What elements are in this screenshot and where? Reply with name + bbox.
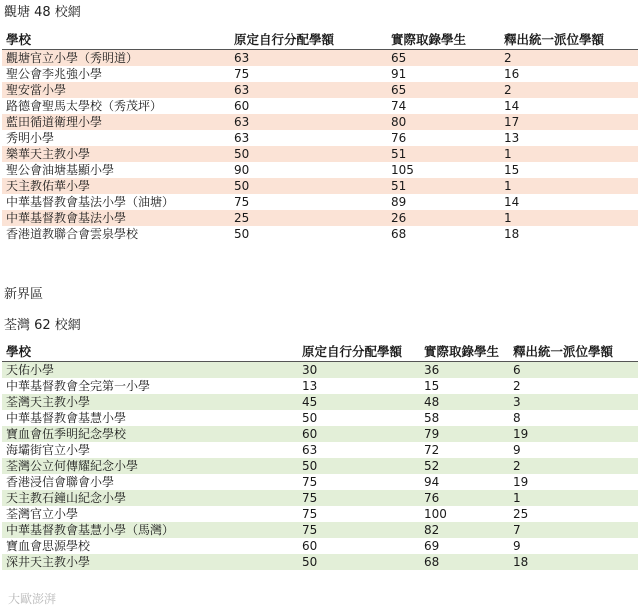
watermark: 大歐澎湃 — [8, 592, 57, 606]
school-name-cell: 中華基督教會基慧小學（馬灣） — [2, 522, 298, 538]
number-cell: 91 — [391, 67, 407, 81]
number-cell: 75 — [234, 195, 250, 209]
column-header: 釋出統一派位學額 — [500, 31, 638, 50]
school-name-cell: 天主教佑華小學 — [2, 178, 230, 194]
column-header: 原定自行分配學額 — [298, 343, 420, 362]
number-cell: 19 — [509, 426, 638, 442]
number-cell: 13 — [504, 131, 520, 145]
table-row — [2, 442, 638, 458]
school-table-tsuen-wan — [2, 343, 638, 570]
column-header: 學校 — [2, 343, 298, 362]
school-name-cell: 中華基督教會基慧小學 — [6, 411, 127, 425]
number-cell: 2 — [500, 50, 638, 67]
table-header-row — [2, 31, 638, 50]
school-name-cell: 中華基督教會基法小學 — [2, 210, 230, 226]
number-cell: 79 — [420, 426, 509, 442]
number-cell: 48 — [420, 394, 509, 410]
number-cell: 25 — [230, 210, 387, 226]
number-cell: 50 — [298, 458, 420, 474]
table-row — [2, 98, 638, 114]
number-cell: 1 — [500, 146, 638, 162]
number-cell: 2 — [500, 82, 638, 98]
number-cell: 19 — [513, 475, 529, 489]
table-row — [2, 146, 638, 162]
table-row — [2, 538, 638, 554]
table-row — [2, 394, 638, 410]
table-row — [2, 554, 638, 570]
number-cell: 15 — [504, 163, 520, 177]
number-cell: 60 — [234, 99, 250, 113]
column-header: 釋出統一派位學額 — [509, 343, 638, 362]
number-cell: 75 — [298, 490, 420, 506]
number-cell: 50 — [298, 554, 420, 570]
number-cell: 2 — [513, 379, 521, 393]
school-name-cell: 聖公會油塘基顯小學 — [6, 163, 115, 177]
number-cell: 105 — [391, 163, 414, 177]
table-row — [2, 50, 638, 67]
number-cell: 63 — [230, 50, 387, 67]
number-cell: 75 — [302, 475, 318, 489]
number-cell: 100 — [424, 507, 447, 521]
column-header: 實際取錄學生 — [387, 31, 500, 50]
school-name-cell: 觀塘官立小學（秀明道） — [2, 50, 230, 67]
school-name-cell: 聖安當小學 — [2, 82, 230, 98]
number-cell: 14 — [504, 195, 520, 209]
table-row — [2, 378, 638, 394]
number-cell: 13 — [302, 379, 318, 393]
number-cell: 76 — [391, 131, 407, 145]
number-cell: 75 — [302, 507, 318, 521]
number-cell: 30 — [298, 362, 420, 379]
school-name-cell: 香港浸信會聯會小學 — [6, 475, 115, 489]
school-name-cell: 香港道教聯合會雲泉學校 — [6, 227, 139, 241]
number-cell: 25 — [513, 507, 529, 521]
section-title-tsuen-wan: 荃灣 62 校網 — [4, 318, 81, 333]
school-name-cell: 聖公會李兆強小學 — [6, 67, 103, 81]
school-name-cell: 中華基督教會全完第一小學 — [6, 379, 151, 393]
number-cell: 1 — [509, 490, 638, 506]
number-cell: 7 — [509, 522, 638, 538]
number-cell: 75 — [234, 67, 250, 81]
school-name-cell: 海壩街官立小學 — [6, 443, 91, 457]
school-name-cell: 路德會聖馬太學校（秀茂坪） — [6, 99, 163, 113]
table-row — [2, 210, 638, 226]
number-cell: 50 — [234, 227, 250, 241]
number-cell: 50 — [230, 146, 387, 162]
table-row — [2, 226, 638, 242]
number-cell: 52 — [420, 458, 509, 474]
school-name-cell: 荃灣公立何傳耀紀念小學 — [2, 458, 298, 474]
number-cell: 72 — [424, 443, 440, 457]
table-row — [2, 82, 638, 98]
number-cell: 90 — [234, 163, 250, 177]
table-row — [2, 458, 638, 474]
school-name-cell: 寶血會思源學校 — [6, 539, 91, 553]
number-cell: 58 — [424, 411, 440, 425]
number-cell: 60 — [302, 539, 318, 553]
table-row — [2, 114, 638, 130]
number-cell: 26 — [387, 210, 500, 226]
number-cell: 51 — [387, 146, 500, 162]
number-cell: 63 — [302, 443, 318, 457]
table-row — [2, 474, 638, 490]
school-name-cell: 深井天主教小學 — [2, 554, 298, 570]
number-cell: 63 — [230, 82, 387, 98]
school-table-kwun-tong — [2, 31, 638, 242]
school-name-cell: 天佑小學 — [2, 362, 298, 379]
number-cell: 69 — [424, 539, 440, 553]
number-cell: 9 — [513, 539, 521, 553]
table-row — [2, 522, 638, 538]
number-cell: 82 — [420, 522, 509, 538]
region-label: 新界區 — [4, 287, 44, 302]
column-header: 原定自行分配學額 — [230, 31, 387, 50]
table-row — [2, 66, 638, 82]
number-cell: 60 — [298, 426, 420, 442]
school-name-cell: 秀明小學 — [6, 131, 55, 145]
number-cell: 17 — [500, 114, 638, 130]
number-cell: 75 — [298, 522, 420, 538]
school-name-cell: 中華基督教會基法小學（油塘） — [6, 195, 175, 209]
number-cell: 63 — [230, 114, 387, 130]
number-cell: 63 — [234, 131, 250, 145]
number-cell: 6 — [509, 362, 638, 379]
table-row — [2, 178, 638, 194]
number-cell: 18 — [504, 227, 520, 241]
school-name-cell: 天主教石鐘山紀念小學 — [2, 490, 298, 506]
school-name-cell: 樂華天主教小學 — [2, 146, 230, 162]
number-cell: 45 — [298, 394, 420, 410]
number-cell: 18 — [509, 554, 638, 570]
number-cell: 1 — [500, 210, 638, 226]
school-name-cell: 藍田循道衛理小學 — [2, 114, 230, 130]
number-cell: 16 — [504, 67, 520, 81]
school-name-cell: 寶血會伍季明紀念學校 — [2, 426, 298, 442]
table-row — [2, 506, 638, 522]
number-cell: 1 — [500, 178, 638, 194]
number-cell: 74 — [391, 99, 407, 113]
table-row — [2, 490, 638, 506]
column-header: 實際取錄學生 — [420, 343, 509, 362]
number-cell: 94 — [424, 475, 440, 489]
table-row — [2, 130, 638, 146]
number-cell: 65 — [387, 50, 500, 67]
number-cell: 76 — [420, 490, 509, 506]
number-cell: 68 — [391, 227, 407, 241]
number-cell: 2 — [509, 458, 638, 474]
table-row — [2, 194, 638, 210]
number-cell: 36 — [420, 362, 509, 379]
number-cell: 8 — [513, 411, 521, 425]
column-header: 學校 — [2, 31, 230, 50]
table-row — [2, 426, 638, 442]
number-cell: 50 — [230, 178, 387, 194]
number-cell: 89 — [391, 195, 407, 209]
number-cell: 80 — [387, 114, 500, 130]
number-cell: 51 — [387, 178, 500, 194]
table-row — [2, 162, 638, 178]
school-name-cell: 荃灣天主教小學 — [2, 394, 298, 410]
table-row — [2, 362, 638, 379]
number-cell: 68 — [420, 554, 509, 570]
table-header-row — [2, 343, 638, 362]
section-title-kwun-tong: 觀塘 48 校網 — [4, 5, 81, 20]
number-cell: 9 — [513, 443, 521, 457]
number-cell: 14 — [504, 99, 520, 113]
number-cell: 15 — [424, 379, 440, 393]
table-row — [2, 410, 638, 426]
school-name-cell: 荃灣官立小學 — [6, 507, 79, 521]
number-cell: 50 — [302, 411, 318, 425]
number-cell: 65 — [387, 82, 500, 98]
number-cell: 3 — [509, 394, 638, 410]
